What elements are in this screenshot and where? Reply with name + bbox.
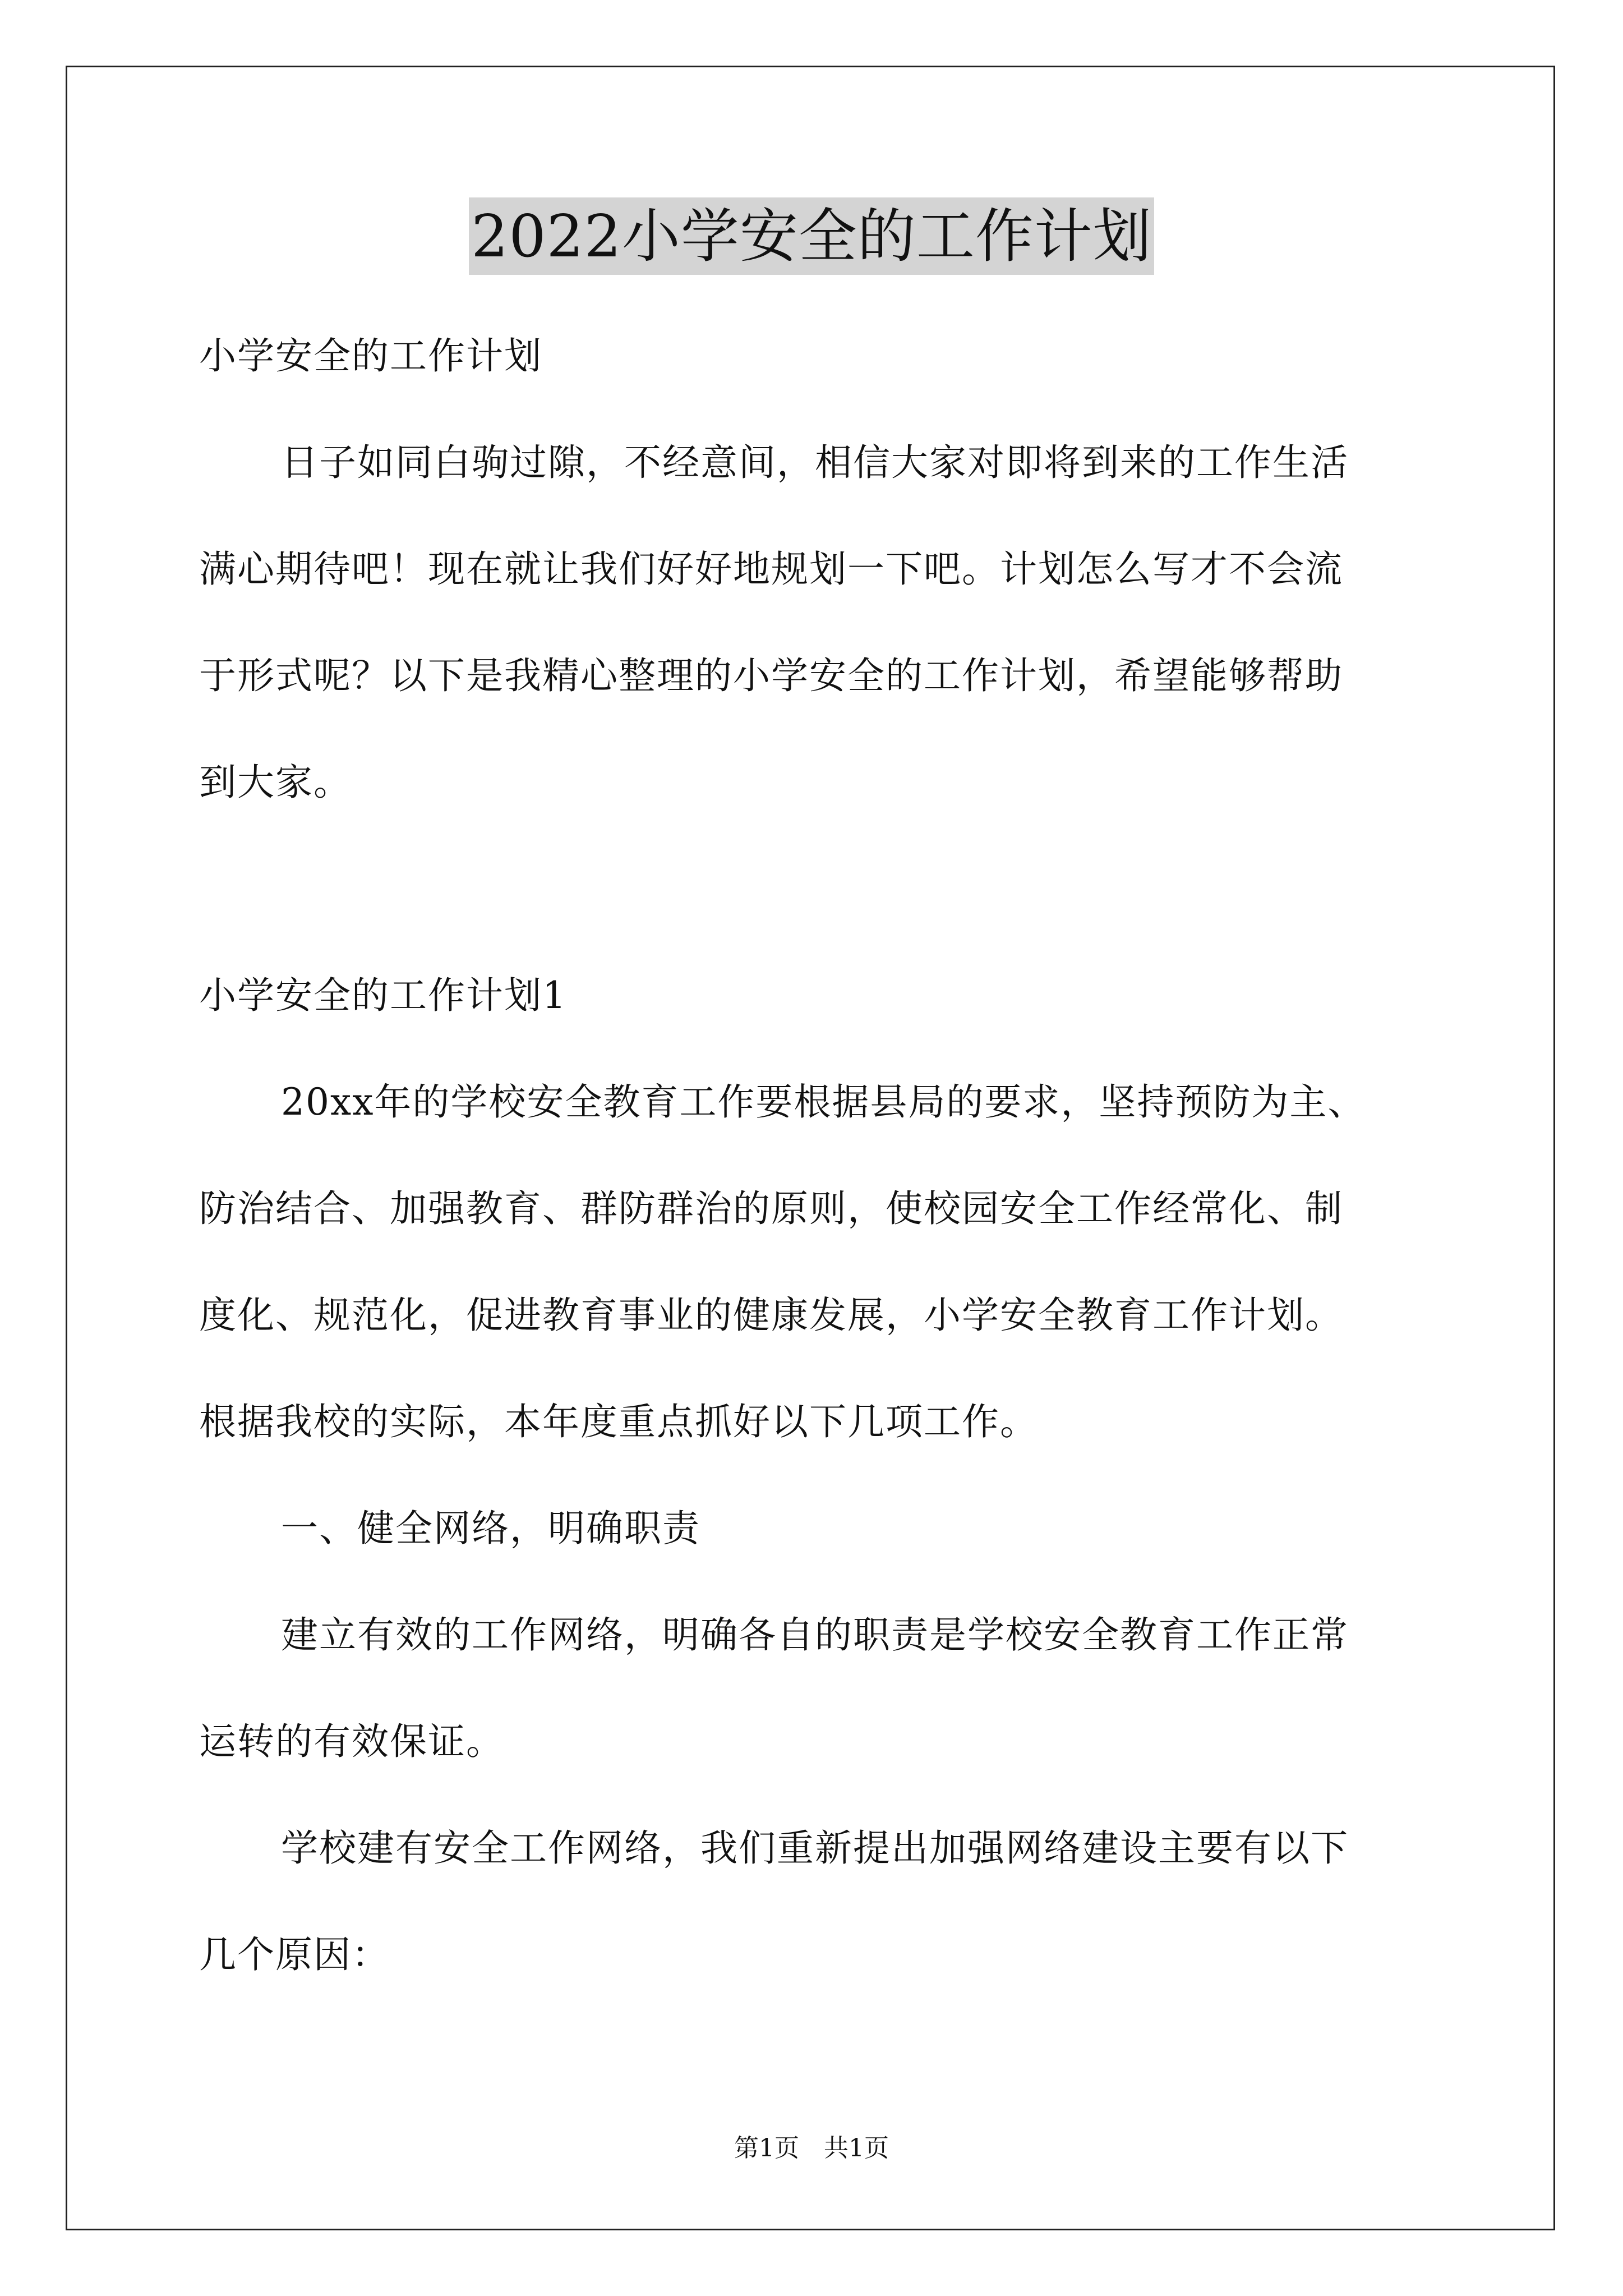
- section-heading: 小学安全的工作计划1: [199, 974, 567, 1017]
- page-number: 第1页 共1页: [734, 2134, 889, 2162]
- paragraph-line: 于形式呢？以下是我精心整理的小学安全的工作计划，希望能够帮助: [199, 654, 1343, 697]
- paragraph-line: 度化、规范化，促进教育事业的健康发展，小学安全教育工作计划。: [199, 1294, 1343, 1337]
- paragraph-line: 20xx年的学校安全教育工作要根据县局的要求，坚持预防为主、: [281, 1080, 1366, 1124]
- subsection-heading: 一、健全网络，明确职责: [281, 1507, 700, 1550]
- paragraph-line: 满心期待吧！现在就让我们好好地规划一下吧。计划怎么写才不会流: [199, 547, 1343, 591]
- document-title: 2022小学安全的工作计划: [469, 197, 1154, 275]
- section-heading: 小学安全的工作计划: [199, 334, 542, 378]
- title-container: [0, 197, 1623, 275]
- paragraph-gap: [199, 836, 1433, 942]
- document-body: [199, 303, 1433, 2008]
- paragraph-line: 日子如同白驹过隙，不经意间，相信大家对即将到来的工作生活: [281, 441, 1349, 484]
- paragraph-line: 防治结合、加强教育、群防群治的原则，使校园安全工作经常化、制: [199, 1187, 1343, 1230]
- paragraph-line: 几个原因：: [199, 1933, 390, 1976]
- paragraph-line: 建立有效的工作网络，明确各自的职责是学校安全教育工作正常: [281, 1613, 1349, 1657]
- paragraph-line: 到大家。: [199, 761, 352, 804]
- paragraph-line: 学校建有安全工作网络，我们重新提出加强网络建设主要有以下: [281, 1826, 1349, 1870]
- paragraph-line: 根据我校的实际，本年度重点抓好以下几项工作。: [199, 1400, 1038, 1443]
- paragraph-line: 运转的有效保证。: [199, 1720, 504, 1763]
